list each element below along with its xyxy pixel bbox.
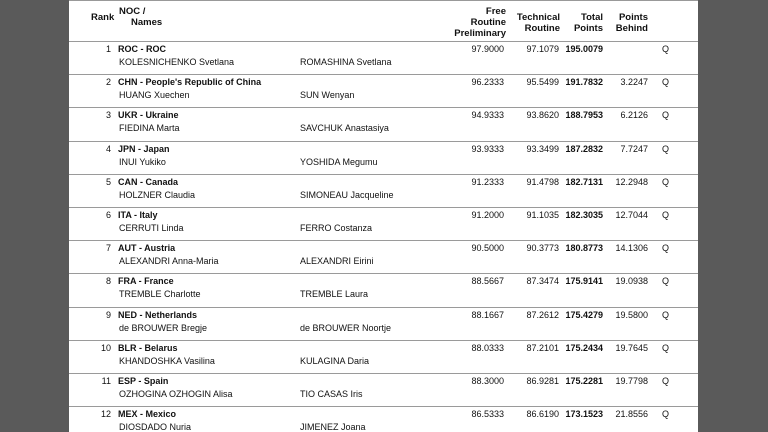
table-row — [69, 340, 698, 373]
table-row — [69, 174, 698, 207]
rank-cell: 4 — [105, 143, 111, 154]
free-routine-score: 91.2000 — [471, 209, 504, 220]
noc-cell: ROC - ROC — [118, 44, 166, 54]
qualification-mark: Q — [662, 77, 670, 88]
qualification-mark: Q — [662, 342, 670, 353]
header-points-behind — [606, 12, 648, 34]
athlete-2-name: de BROUWER Noortje — [300, 322, 392, 333]
rank-cell: 9 — [105, 309, 111, 320]
qualification-mark: Q — [662, 44, 670, 54]
results-rows — [69, 41, 698, 432]
athlete-1-name: TREMBLE Charlotte — [119, 289, 201, 300]
rank-cell: 3 — [105, 110, 111, 121]
table-row — [69, 141, 698, 174]
technical-routine-score: 93.8620 — [526, 110, 559, 121]
header-behind-line1: Points — [618, 12, 648, 23]
technical-routine-score: 95.5499 — [526, 77, 559, 88]
rank-cell: 2 — [105, 77, 111, 88]
header-total-line2: Points — [573, 23, 603, 34]
free-routine-score: 93.9333 — [471, 143, 504, 154]
free-routine-score: 97.9000 — [471, 44, 504, 54]
noc-cell: ITA - Italy — [118, 209, 158, 220]
technical-routine-score: 86.9281 — [526, 375, 559, 386]
points-behind: 7.7247 — [620, 143, 648, 154]
athlete-1-name: HOLZNER Claudia — [119, 189, 196, 200]
free-routine-score: 88.3000 — [471, 375, 504, 386]
free-routine-score: 94.9333 — [471, 110, 504, 121]
free-routine-score: 88.5667 — [471, 276, 504, 287]
total-points: 182.7131 — [565, 176, 603, 187]
header-total-points — [563, 12, 603, 34]
athlete-2-name: FERRO Costanza — [300, 222, 373, 233]
results-sheet — [69, 0, 698, 432]
total-points: 175.2434 — [565, 342, 603, 353]
noc-cell: MEX - Mexico — [118, 409, 177, 420]
qualification-mark: Q — [662, 409, 670, 420]
table-row — [69, 207, 698, 240]
table-row — [69, 74, 698, 107]
technical-routine-score: 86.6190 — [526, 409, 559, 420]
technical-routine-score: 97.1079 — [526, 44, 559, 54]
rank-cell: 10 — [100, 342, 111, 353]
noc-cell: JPN - Japan — [118, 143, 170, 154]
header-tech-line1: Technical — [516, 12, 560, 23]
technical-routine-score: 91.1035 — [526, 209, 559, 220]
header-free-line2: Routine — [470, 17, 506, 28]
header-noc — [119, 6, 162, 28]
qualification-mark: Q — [662, 176, 670, 187]
athlete-1-name: FIEDINA Marta — [119, 123, 180, 134]
athlete-1-name: ALEXANDRI Anna-Maria — [119, 256, 219, 267]
table-row — [69, 41, 698, 74]
noc-cell: ESP - Spain — [118, 375, 169, 386]
rank-cell: 8 — [105, 276, 111, 287]
athlete-1-name: KHANDOSHKA Vasilina — [119, 355, 215, 366]
header-noc-line1: NOC / — [119, 6, 146, 17]
qualification-mark: Q — [662, 243, 670, 254]
points-behind: 12.2948 — [615, 176, 648, 187]
rank-cell: 12 — [100, 409, 111, 420]
technical-routine-score: 91.4798 — [526, 176, 559, 187]
qualification-mark: Q — [662, 209, 670, 220]
athlete-1-name: INUI Yukiko — [119, 156, 166, 167]
points-behind: 19.7645 — [615, 342, 648, 353]
free-routine-score: 88.0333 — [471, 342, 504, 353]
total-points: 182.3035 — [565, 209, 603, 220]
qualification-mark: Q — [662, 309, 670, 320]
qualification-mark: Q — [662, 375, 670, 386]
athlete-2-name: SUN Wenyan — [300, 90, 355, 101]
noc-cell: CHN - People's Republic of China — [118, 77, 262, 88]
table-row — [69, 307, 698, 340]
athlete-2-name: KULAGINA Daria — [300, 355, 370, 366]
technical-routine-score: 90.3773 — [526, 243, 559, 254]
noc-cell: BLR - Belarus — [118, 342, 178, 353]
noc-cell: NED - Netherlands — [118, 309, 198, 320]
athlete-2-name: ROMASHINA Svetlana — [300, 57, 392, 67]
noc-cell: UKR - Ukraine — [118, 110, 179, 121]
technical-routine-score: 87.3474 — [526, 276, 559, 287]
athlete-2-name: TREMBLE Laura — [300, 289, 369, 300]
table-row — [69, 406, 698, 432]
athlete-2-name: TIO CASAS Iris — [300, 388, 363, 399]
athlete-1-name: de BROUWER Bregje — [119, 322, 208, 333]
total-points: 175.2281 — [565, 375, 603, 386]
total-points: 191.7832 — [565, 77, 603, 88]
technical-routine-score: 87.2101 — [526, 342, 559, 353]
technical-routine-score: 87.2612 — [526, 309, 559, 320]
free-routine-score: 88.1667 — [471, 309, 504, 320]
points-behind: 14.1306 — [615, 243, 648, 254]
free-routine-score: 90.5000 — [471, 243, 504, 254]
header-free-line3: Preliminary — [454, 28, 506, 39]
athlete-2-name: ALEXANDRI Eirini — [300, 256, 374, 267]
rank-cell: 1 — [105, 44, 111, 54]
total-points: 187.2832 — [565, 143, 603, 154]
noc-cell: FRA - France — [118, 276, 174, 287]
total-points: 195.0079 — [565, 44, 603, 54]
points-behind: 6.2126 — [620, 110, 648, 121]
noc-cell: AUT - Austria — [118, 243, 176, 254]
table-row — [69, 240, 698, 273]
qualification-mark: Q — [662, 276, 670, 287]
athlete-1-name: CERRUTI Linda — [119, 222, 184, 233]
rank-cell: 6 — [105, 209, 111, 220]
athlete-1-name: KOLESNICHENKO Svetlana — [119, 57, 235, 67]
athlete-2-name: SAVCHUK Anastasiya — [300, 123, 389, 134]
points-behind: 19.5800 — [615, 309, 648, 320]
athlete-1-name: HUANG Xuechen — [119, 90, 190, 101]
total-points: 175.9141 — [565, 276, 603, 287]
free-routine-score: 91.2333 — [471, 176, 504, 187]
table-row — [69, 107, 698, 140]
athlete-1-name: DIOSDADO Nuria — [119, 422, 192, 432]
athlete-1-name: OZHOGINA OZHOGIN Alisa — [119, 388, 233, 399]
points-behind: 3.2247 — [620, 77, 648, 88]
header-technical-routine — [509, 12, 560, 34]
points-behind: 12.7044 — [615, 209, 648, 220]
technical-routine-score: 93.3499 — [526, 143, 559, 154]
free-routine-score: 86.5333 — [471, 409, 504, 420]
header-tech-line2: Routine — [524, 23, 560, 34]
header-rank: Rank — [91, 12, 115, 23]
header-free-routine — [450, 6, 506, 39]
noc-cell: CAN - Canada — [118, 176, 179, 187]
table-header — [69, 0, 698, 42]
total-points: 173.1523 — [565, 409, 603, 420]
qualification-mark: Q — [662, 110, 670, 121]
header-total-line1: Total — [581, 12, 603, 23]
table-row — [69, 273, 698, 306]
total-points: 188.7953 — [565, 110, 603, 121]
points-behind: 19.0938 — [615, 276, 648, 287]
qualification-mark: Q — [662, 143, 670, 154]
free-routine-score: 96.2333 — [471, 77, 504, 88]
total-points: 175.4279 — [565, 309, 603, 320]
header-noc-line2: Names — [131, 17, 163, 28]
header-behind-line2: Behind — [615, 23, 648, 34]
athlete-2-name: JIMENEZ Joana — [300, 422, 366, 432]
total-points: 180.8773 — [565, 243, 603, 254]
points-behind: 19.7798 — [615, 375, 648, 386]
header-free-line1: Free — [485, 6, 506, 17]
rank-cell: 5 — [105, 176, 111, 187]
points-behind: 21.8556 — [615, 409, 648, 420]
athlete-2-name: SIMONEAU Jacqueline — [300, 189, 394, 200]
rank-cell: 7 — [105, 243, 111, 254]
rank-cell: 11 — [101, 375, 111, 386]
athlete-2-name: YOSHIDA Megumu — [300, 156, 378, 167]
table-row — [69, 373, 698, 406]
